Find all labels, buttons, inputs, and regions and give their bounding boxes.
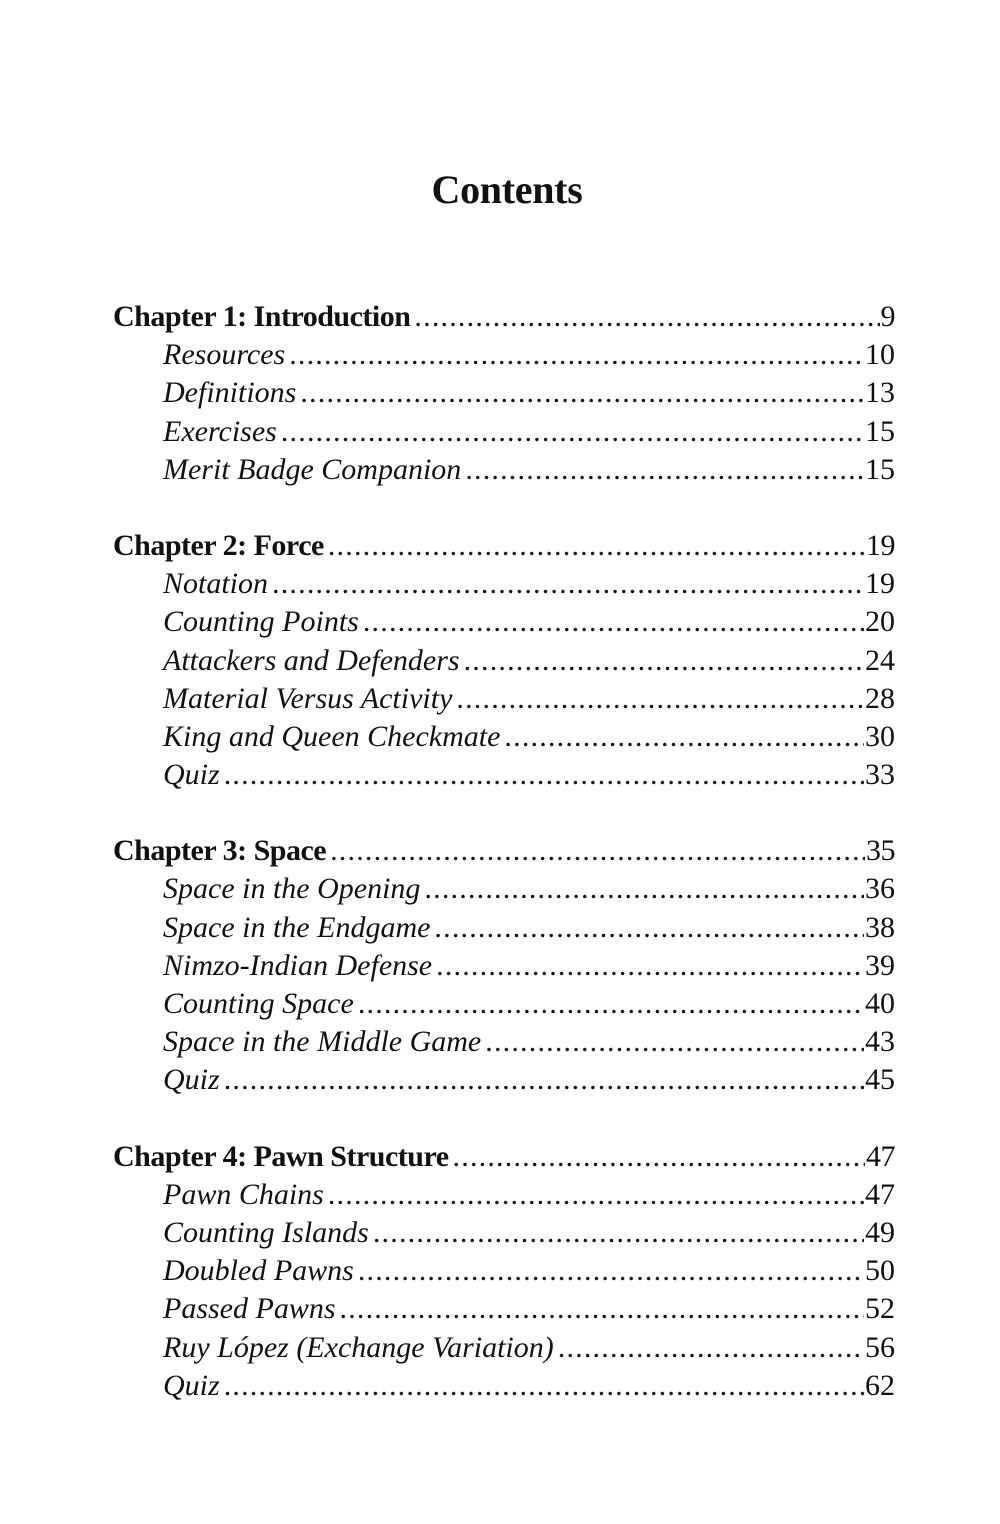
- section-entry[interactable]: [113, 642, 895, 680]
- dot-leader: [281, 413, 864, 451]
- section-title: Attackers and Defenders: [163, 643, 460, 677]
- chapter-entry[interactable]: [113, 298, 895, 336]
- dot-leader: [558, 1329, 864, 1367]
- dot-leader: [224, 1367, 864, 1405]
- section-entry[interactable]: [113, 756, 895, 794]
- section-title: Material Versus Activity: [163, 681, 453, 715]
- section-title: King and Queen Checkmate: [163, 719, 501, 753]
- page-title: Contents: [431, 167, 583, 212]
- section-entry[interactable]: [113, 947, 895, 985]
- page-number: 36: [865, 872, 895, 906]
- section-title: Quiz: [163, 1368, 220, 1402]
- section-entry[interactable]: [113, 1214, 895, 1252]
- dot-leader: [456, 680, 864, 718]
- section-title: Quiz: [163, 1063, 220, 1097]
- chapter-entry[interactable]: [113, 1138, 895, 1176]
- section-entry[interactable]: [113, 413, 895, 451]
- page-number: 33: [865, 758, 895, 792]
- section-entry[interactable]: [113, 870, 895, 908]
- section-entry[interactable]: [113, 336, 895, 374]
- section-entry[interactable]: [113, 1023, 895, 1061]
- section-title: Pawn Chains: [163, 1177, 324, 1211]
- page-number: 47: [865, 1177, 895, 1211]
- dot-leader: [328, 527, 865, 565]
- page-number: 10: [865, 338, 895, 372]
- page-number: 24: [865, 643, 895, 677]
- page-number: 43: [865, 1025, 895, 1059]
- section-title: Space in the Opening: [163, 872, 421, 906]
- page-number: 15: [865, 452, 895, 486]
- dot-leader: [465, 451, 864, 489]
- chapter-group-3: [113, 832, 895, 1099]
- section-title: Exercises: [163, 414, 277, 448]
- section-entry[interactable]: [113, 718, 895, 756]
- section-entry[interactable]: [113, 680, 895, 718]
- section-entry[interactable]: [113, 1367, 895, 1405]
- chapter-title: Chapter 4: Pawn Structure: [113, 1139, 449, 1173]
- chapter-entry[interactable]: [113, 832, 895, 870]
- page-number: 9: [880, 300, 895, 333]
- page-number: 13: [865, 376, 895, 410]
- page-number: 28: [865, 681, 895, 715]
- chapter-entry[interactable]: [113, 527, 895, 565]
- section-entry[interactable]: [113, 374, 895, 412]
- page-number: 39: [865, 948, 895, 982]
- dot-leader: [424, 870, 864, 908]
- dot-leader: [414, 298, 879, 336]
- section-entry[interactable]: [113, 909, 895, 947]
- section-entry[interactable]: [113, 1290, 895, 1328]
- section-title: Passed Pawns: [163, 1292, 336, 1326]
- section-title: Counting Space: [163, 987, 354, 1020]
- chapter-group-1: [113, 298, 895, 489]
- dot-leader: [289, 336, 864, 374]
- section-title: Notation: [163, 567, 269, 601]
- dot-leader: [504, 718, 864, 756]
- section-entry[interactable]: [113, 565, 895, 603]
- section-title: Ruy López (Exchange Variation): [163, 1330, 554, 1364]
- dot-leader: [358, 985, 864, 1023]
- section-entry[interactable]: [113, 985, 895, 1023]
- page-number: 52: [865, 1292, 895, 1326]
- page-number: 19: [865, 567, 895, 601]
- page-number: 49: [865, 1215, 895, 1249]
- dot-leader: [224, 756, 864, 794]
- page-number: 30: [865, 719, 895, 753]
- dot-leader: [434, 909, 864, 947]
- page-number: 40: [865, 987, 895, 1020]
- table-of-contents: [113, 298, 895, 1443]
- section-title: Quiz: [163, 758, 220, 792]
- page-number: 62: [865, 1368, 895, 1402]
- dot-leader: [300, 374, 864, 412]
- page-number: 38: [865, 910, 895, 944]
- chapter-title: Chapter 2: Force: [113, 528, 324, 562]
- dot-leader: [340, 1290, 865, 1328]
- dot-leader: [358, 1252, 864, 1290]
- section-title: Definitions: [163, 376, 297, 410]
- dot-leader: [363, 603, 864, 641]
- section-title: Nimzo-Indian Defense: [163, 948, 433, 982]
- section-entry[interactable]: [113, 1176, 895, 1214]
- dot-leader: [328, 1176, 864, 1214]
- section-entry[interactable]: [113, 1329, 895, 1367]
- section-title: Counting Points: [163, 605, 359, 639]
- section-title: Resources: [163, 338, 286, 372]
- chapter-group-2: [113, 527, 895, 794]
- section-entry[interactable]: [113, 603, 895, 641]
- section-title: Doubled Pawns: [163, 1254, 354, 1288]
- dot-leader: [464, 642, 864, 680]
- page-number: 19: [866, 528, 895, 562]
- dot-leader: [373, 1214, 864, 1252]
- dot-leader: [485, 1023, 864, 1061]
- chapter-title: Chapter 3: Space: [113, 834, 327, 868]
- page-number: 20: [865, 605, 895, 639]
- page-number: 15: [865, 414, 895, 448]
- dot-leader: [272, 565, 864, 603]
- dot-leader: [330, 832, 865, 870]
- section-title: Counting Islands: [163, 1215, 369, 1249]
- section-entry[interactable]: [113, 1061, 895, 1099]
- dot-leader: [453, 1138, 865, 1176]
- dot-leader: [224, 1061, 864, 1099]
- page-number: 56: [865, 1330, 895, 1364]
- dot-leader: [436, 947, 864, 985]
- page-number: 45: [865, 1063, 895, 1097]
- page-number: 35: [866, 834, 895, 868]
- section-entry[interactable]: [113, 451, 895, 489]
- chapter-group-4: [113, 1138, 895, 1405]
- section-title: Space in the Endgame: [163, 910, 431, 944]
- section-entry[interactable]: [113, 1252, 895, 1290]
- chapter-title: Chapter 1: Introduction: [113, 300, 411, 333]
- page-number: 50: [865, 1254, 895, 1288]
- page-number: 47: [866, 1139, 895, 1173]
- section-title: Merit Badge Companion: [163, 452, 462, 486]
- section-title: Space in the Middle Game: [163, 1025, 482, 1059]
